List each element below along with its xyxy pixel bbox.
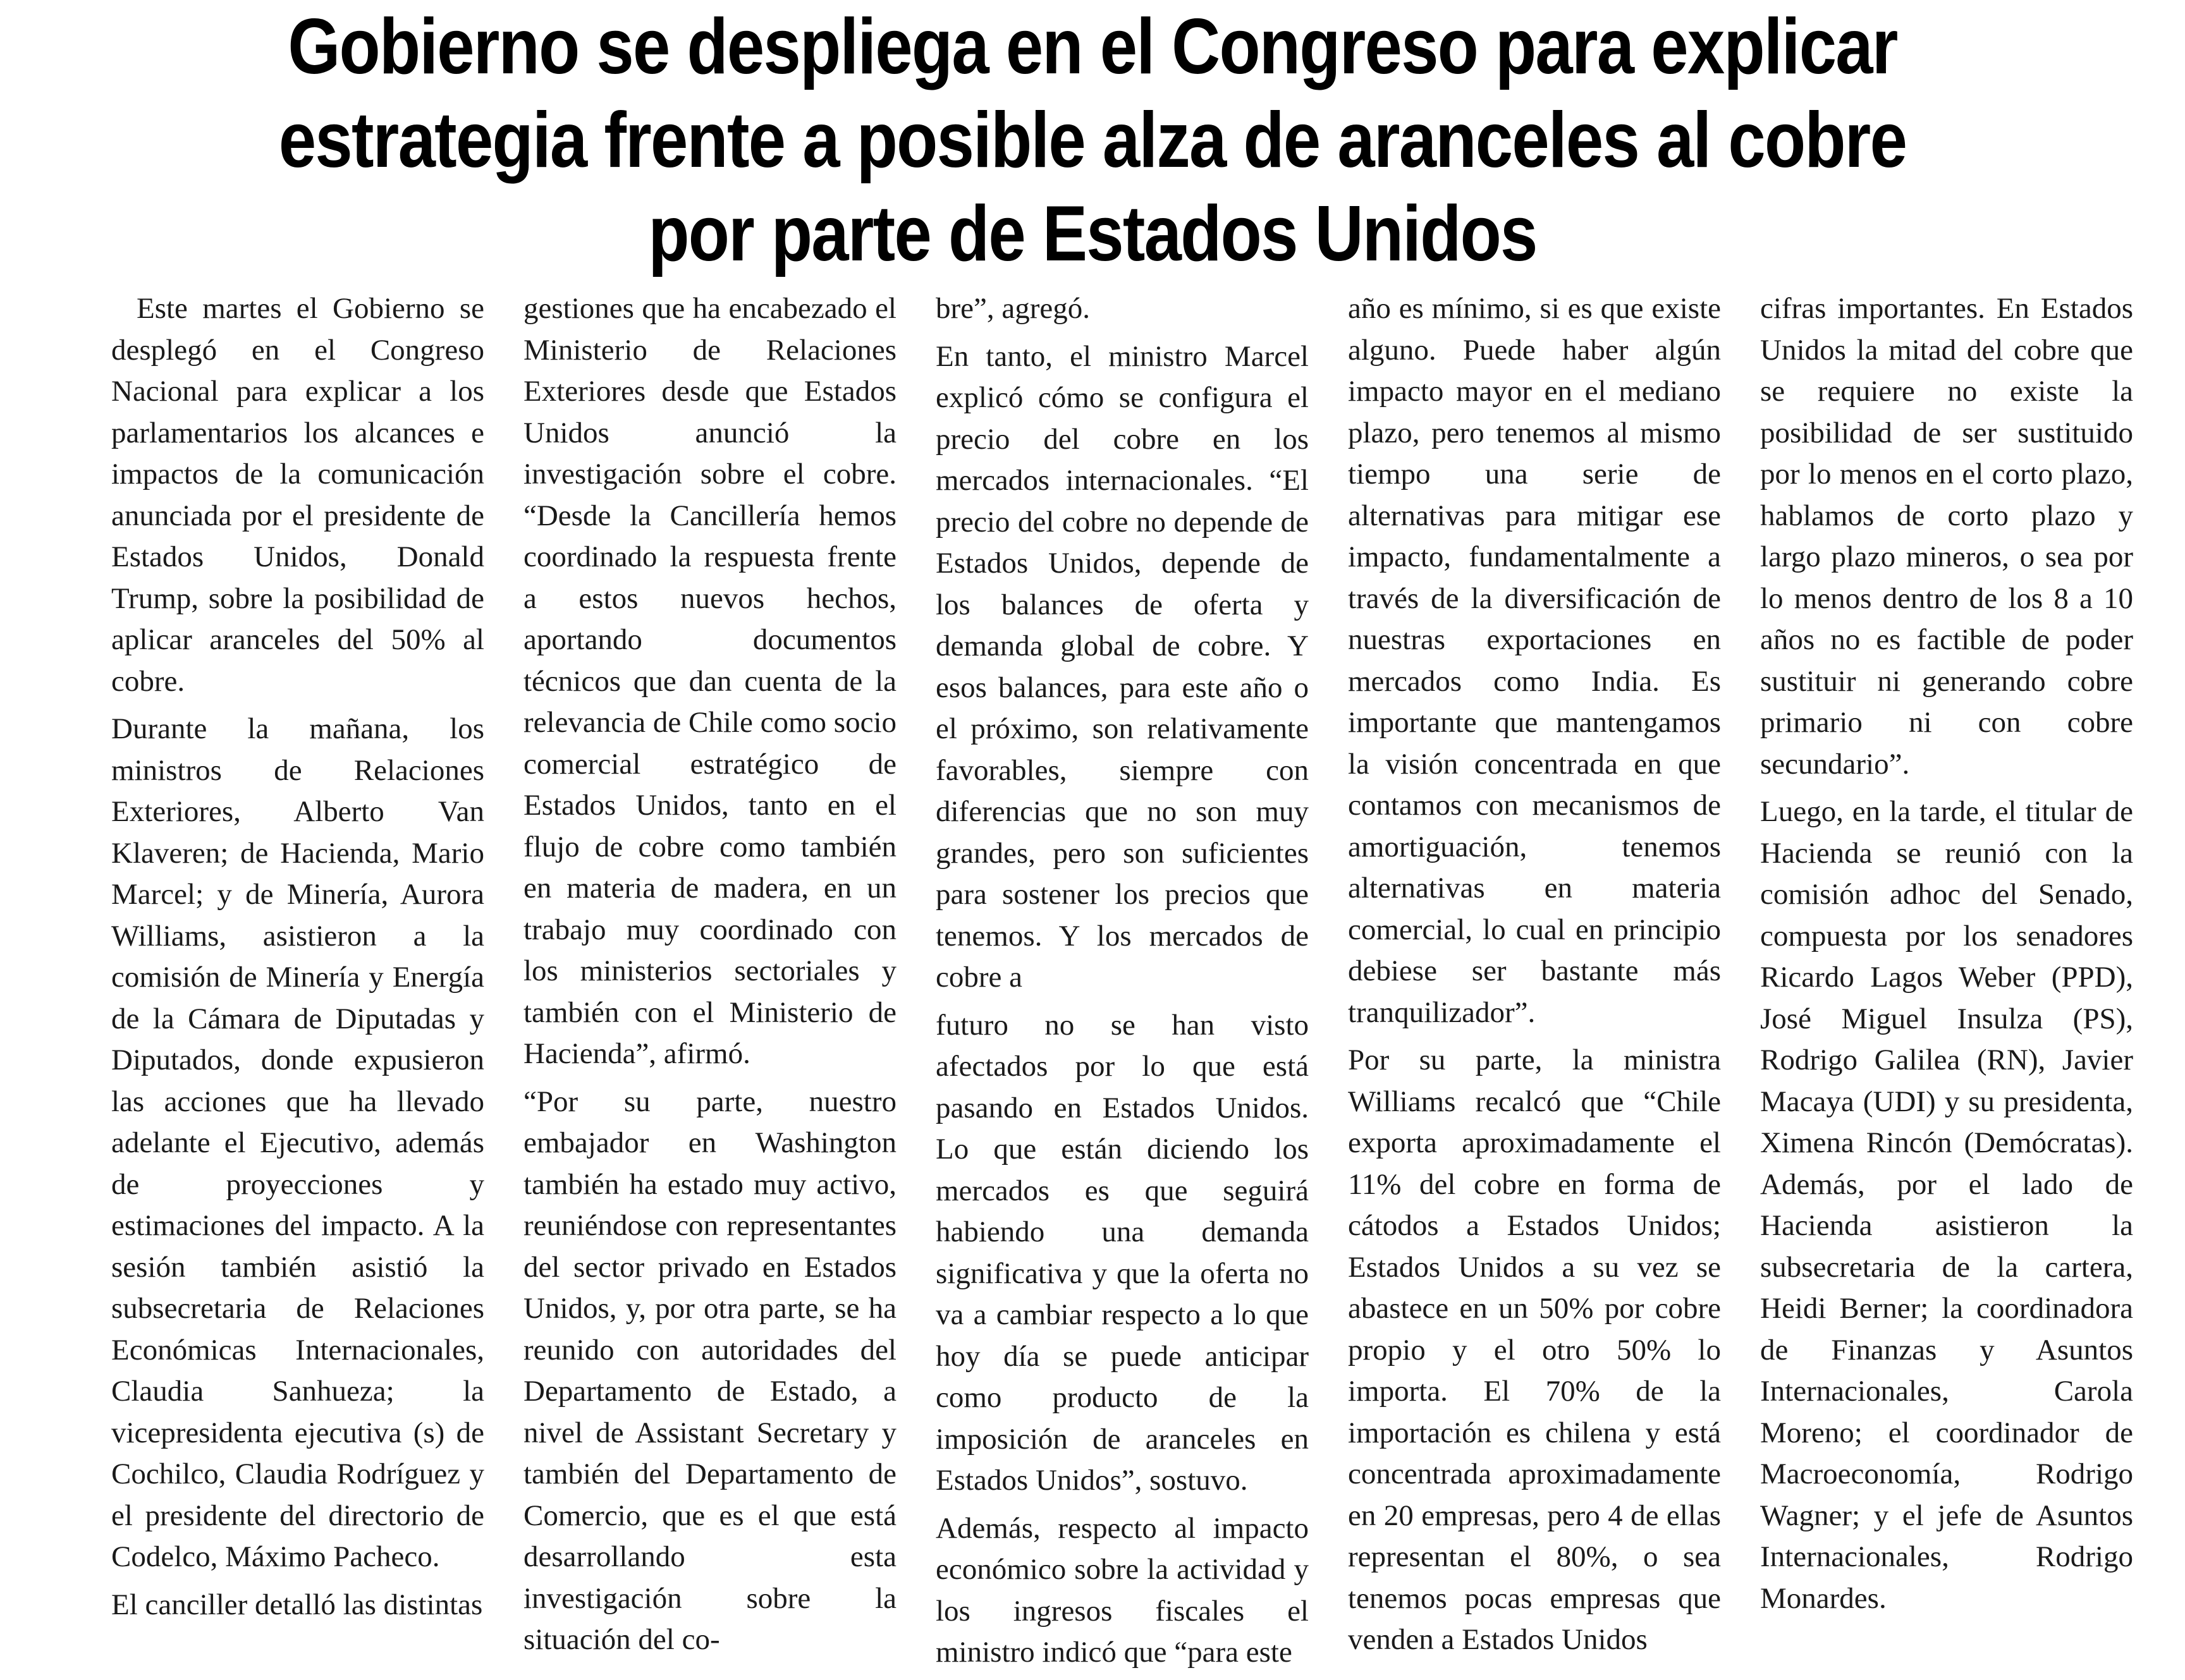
paragraph: Por su parte, la ministra Williams recalcó que “Chile exporta aproximadamente el 11% del cobre en forma de cátodos a Estados Unidos; Estados Unidos a su vez se abastece en un 50% por cobre propio y el otro 50% lo importa. El 70% de la importación es chilena y está concentrada aproximadamente en 20 empresas, pero 4 de ellas representan el 80%, o sea tenemos pocas empresas que venden a Estados Unidos [1348,1044,1721,1656]
article-column-2 [523,288,897,1667]
paragraph: El canciller detalló las distintas [111,1588,483,1621]
paragraph: Luego, en la tarde, el titular de Hacienda se reunió con la comisión adhoc del Senado, compuesta por los senadores Ricardo Lagos Weber (PPD), José Miguel Insulza (PS), Rodrigo Galilea (RN), Javier Macaya (UDI) y su presidenta, Ximena Rincón (Demócratas). Además, por el lado de Hacienda asistieron la subsecretaria de la cartera, Heidi Berner; la coordinadora de Finanzas y Asuntos Internacionales, Carola Moreno; el coordinador de Macroeconomía, Rodrigo Wagner; y el jefe de Asuntos Internacionales, Rodrigo Monardes. [1760,795,2133,1615]
paragraph: año es mínimo, si es que existe alguno. Puede haber algún impacto mayor en el mediano plazo, pero tenemos al mismo tiempo una serie de alternativas para mitigar ese impacto, fundamentalmente a través de la diversificación de nuestras exportaciones en mercados como India. Es importante que mantengamos la visión concentrada en que contamos con mecanismos de amortiguación, tenemos alternativas en materia comercial, lo cual en principio debiese ser bastante más tranquilizador”. [1348,292,1721,1029]
paragraph: futuro no se han visto afectados por lo que está pasando en Estados Unidos. Lo que están diciendo los mercados es que seguirá habiendo una demanda significativa y que la oferta no va a cambiar respecto a lo que hoy día se puede anticipar como producto de la imposición de aranceles en Estados Unidos”, sostuvo. [936,1008,1309,1497]
headline-line-1: Gobierno se despliega en el Congreso para explicar [288,3,1897,90]
paragraph: cifras importantes. En Estados Unidos la mitad del cobre que se requiere no existe la posibilidad de ser sustituido por lo menos en el corto plazo, hablamos de corto plazo y largo plazo mineros, o sea por lo menos dentro de los 8 a 10 años no es factible de poder sustituir ni generando cobre primario ni con cobre secundario”. [1760,292,2133,781]
paragraph: gestiones que ha encabezado el Ministerio de Relaciones Exteriores desde que Estados Unidos anunció la investigación sobre el cobre. “Desde la Cancillería hemos coordinado la respuesta frente a estos nuevos hechos, aportando documentos técnicos que dan cuenta de la relevancia de Chile como socio comercial estratégico de Estados Unidos, tanto en el flujo de cobre como también en materia de madera, en un trabajo muy coordinado con los ministerios sectoriales y también con el Ministerio de Hacienda”, afirmó. [523,292,897,1070]
paragraph: Este martes el Gobierno se desplegó en el Congreso Nacional para explicar a los parlamentarios los alcances e impactos de la comunicación anunciada por el presidente de Estados Unidos, Donald Trump, sobre la posibilidad de aplicar aranceles del 50% al cobre. [111,292,484,698]
article-column-3 [936,288,1309,1680]
paragraph: bre”, agregó. [936,292,1090,325]
paragraph: Además, respecto al impacto económico sobre la actividad y los ingresos fiscales el ministro indicó que “para este [936,1511,1309,1669]
article-column-1 [111,288,484,1632]
headline-line-2: estrategia frente a posible alza de aranceles al cobre [278,97,1907,184]
article-column-5 [1760,288,2133,1626]
article-column-4 [1348,288,1721,1667]
article-headline [235,0,1950,281]
paragraph: Durante la mañana, los ministros de Relaciones Exteriores, Alberto Van Klaveren; de Hacienda, Mario Marcel; y de Minería, Aurora Williams, asistieron a la comisión de Minería y Energía de la Cámara de Diputadas y Diputados, donde expusieron las acciones que ha llevado adelante el Ejecutivo, además de proyecciones y estimaciones del impacto. A la sesión también asistió la subsecretaria de Relaciones Económicas Internacionales, Claudia Sanhueza; la vicepresidenta ejecutiva (s) de Cochilco, Claudia Rodríguez y el presidente del directorio de Codelco, Máximo Pacheco. [111,712,484,1573]
headline-line-3: por parte de Estados Unidos [648,190,1537,277]
paragraph: En tanto, el ministro Marcel explicó cómo se configura el precio del cobre en los mercados internacionales. “El precio del cobre no depende de Estados Unidos, depende de los balances de oferta y demanda global de cobre. Y esos balances, para este año o el próximo, son relativamente favorables, siempre con diferencias que no son muy grandes, pero son suficientes para sostener los precios que tenemos. Y los mercados de cobre a [936,339,1309,994]
paragraph: “Por su parte, nuestro embajador en Washington también ha estado muy activo, reuniéndose con representantes del sector privado en Estados Unidos, y, por otra parte, se ha reunido con autoridades del Departamento de Estado, a nivel de Assistant Secretary y también del Departamento de Comercio, que es el que está desarrollando esta investigación sobre la situación del co- [523,1085,897,1656]
